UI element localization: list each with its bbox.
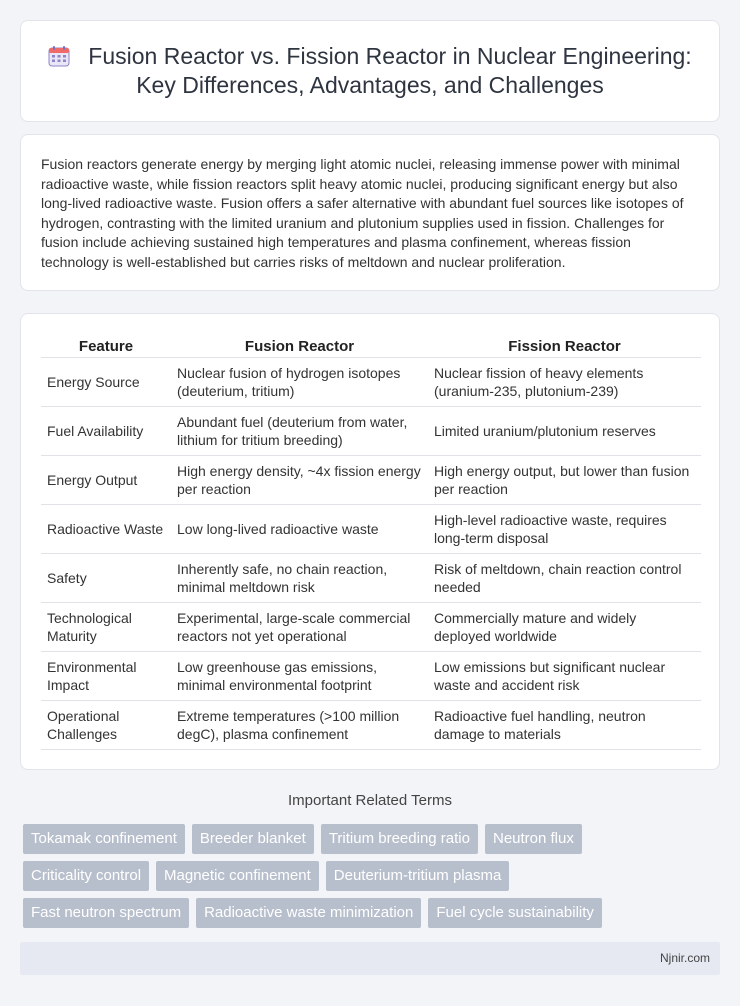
- table-row: [41, 357, 701, 406]
- table-row: [41, 700, 701, 749]
- fission-cell: Limited uranium/plutonium reserves: [428, 406, 701, 455]
- fission-cell: Low emissions but significant nuclear waste and accident risk: [428, 651, 701, 700]
- related-term-tag[interactable]: Tritium breeding ratio: [321, 824, 478, 854]
- tag-row: [23, 861, 723, 891]
- table-row: [41, 504, 701, 553]
- tag-row: [23, 824, 723, 854]
- related-term-tag[interactable]: Criticality control: [23, 861, 149, 891]
- fusion-cell: Experimental, large-scale commercial reactors not yet operational: [171, 602, 428, 651]
- table-row: [41, 455, 701, 504]
- header-fission: Fission Reactor: [428, 334, 701, 357]
- related-term-tag[interactable]: Magnetic confinement: [156, 861, 319, 891]
- footer: [20, 942, 720, 975]
- title-card: [20, 20, 720, 122]
- feature-cell: Technological Maturity: [41, 602, 171, 651]
- table-row: [41, 406, 701, 455]
- footer-site-link[interactable]: Njnir.com: [659, 951, 710, 965]
- related-term-tag[interactable]: Breeder blanket: [192, 824, 314, 854]
- header-feature: Feature: [41, 334, 171, 357]
- feature-cell: Fuel Availability: [41, 406, 171, 455]
- table-header-row: [41, 334, 701, 357]
- feature-cell: Safety: [41, 553, 171, 602]
- related-term-tag[interactable]: Fast neutron spectrum: [23, 898, 189, 928]
- fission-cell: Nuclear fission of heavy elements (uranium-235, plutonium-239): [428, 357, 701, 406]
- related-term-tag[interactable]: Tokamak confinement: [23, 824, 185, 854]
- fission-cell: Radioactive fuel handling, neutron damage to materials: [428, 700, 701, 749]
- comparison-table-card: [20, 313, 720, 770]
- fission-cell: Risk of meltdown, chain reaction control needed: [428, 553, 701, 602]
- related-terms-tags: [23, 824, 723, 935]
- fission-cell: Commercially mature and widely deployed worldwide: [428, 602, 701, 651]
- related-term-tag[interactable]: Radioactive waste minimization: [196, 898, 421, 928]
- table-row: [41, 651, 701, 700]
- feature-cell: Energy Source: [41, 357, 171, 406]
- table-row: [41, 553, 701, 602]
- header-fusion: Fusion Reactor: [171, 334, 428, 357]
- feature-cell: Environmental Impact: [41, 651, 171, 700]
- related-term-tag[interactable]: Fuel cycle sustainability: [428, 898, 602, 928]
- feature-cell: Radioactive Waste: [41, 504, 171, 553]
- fusion-cell: Inherently safe, no chain reaction, minimal meltdown risk: [171, 553, 428, 602]
- fusion-cell: Low greenhouse gas emissions, minimal environmental footprint: [171, 651, 428, 700]
- fusion-cell: High energy density, ~4x fission energy per reaction: [171, 455, 428, 504]
- fusion-cell: Extreme temperatures (>100 million degC), plasma confinement: [171, 700, 428, 749]
- fusion-cell: Nuclear fusion of hydrogen isotopes (deuterium, tritium): [171, 357, 428, 406]
- calendar-icon: [48, 45, 70, 67]
- table-row: [41, 602, 701, 651]
- fission-cell: High energy output, but lower than fusion per reaction: [428, 455, 701, 504]
- feature-cell: Energy Output: [41, 455, 171, 504]
- page-title: [21, 42, 719, 100]
- fission-cell: High-level radioactive waste, requires long-term disposal: [428, 504, 701, 553]
- fusion-cell: Abundant fuel (deuterium from water, lithium for tritium breeding): [171, 406, 428, 455]
- summary-card: [20, 134, 720, 291]
- related-term-tag[interactable]: Neutron flux: [485, 824, 582, 854]
- summary-text: Fusion reactors generate energy by merging light atomic nuclei, releasing immense power with minimal radioactive waste, while fission reactors split heavy atomic nuclei, producing significant energy but also long-lived radioactive waste. Fusion offers a safer alternative with abundant fuel sources like isotopes of hydrogen, contrasting with the limited uranium and plutonium supplies used in fission. Challenges for fusion include achieving sustained high temperatures and plasma confinement, whereas fission technology is well-established but carries risks of meltdown and nuclear proliferation.: [41, 156, 684, 270]
- fusion-cell: Low long-lived radioactive waste: [171, 504, 428, 553]
- feature-cell: Operational Challenges: [41, 700, 171, 749]
- related-term-tag[interactable]: Deuterium-tritium plasma: [326, 861, 510, 891]
- comparison-table: [41, 334, 701, 750]
- related-terms-heading: Important Related Terms: [288, 792, 452, 809]
- tag-row: [23, 898, 723, 928]
- page-title-text: Fusion Reactor vs. Fission Reactor in Nuclear Engineering: Key Differences, Advantages, and Challenges: [88, 43, 692, 98]
